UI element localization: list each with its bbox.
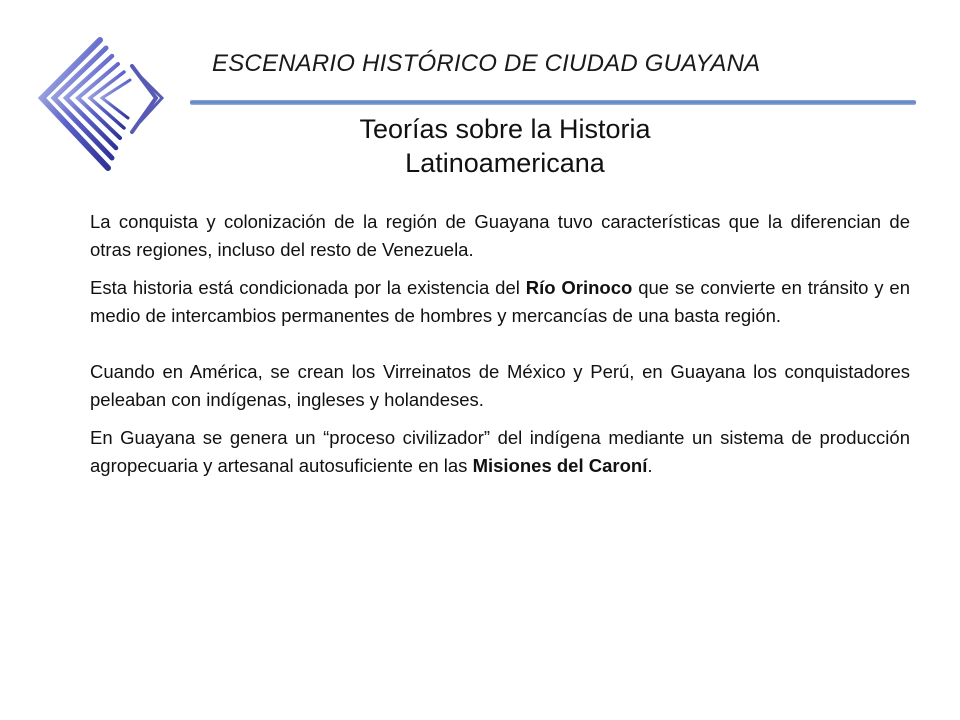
subtitle-line-2: Latinoamericana xyxy=(405,148,605,178)
subtitle-line-1: Teorías sobre la Historia xyxy=(359,114,651,144)
paragraph-1: La conquista y colonización de la región de Guayana tuvo características que la diferencian de otras regiones, incluso del resto de Venezuela. xyxy=(90,211,910,260)
paragraph-2-bold: Río Orinoco xyxy=(525,277,633,298)
slide-subtitle xyxy=(270,112,740,180)
paragraph-2 xyxy=(90,274,910,330)
paragraph-2-text-b: que se convierte en tránsito y en medio de intercambios permanentes de hombres y mercancías de una basta región. xyxy=(90,277,910,326)
header-divider xyxy=(190,100,916,105)
logo-icon xyxy=(28,36,178,176)
paragraph-4-text-a: En Guayana se genera un “proceso civilizador” del indígena mediante un sistema de producción agropecuaria y artesanal autosuficiente en las xyxy=(90,427,910,476)
paragraph-4-bold: Misiones del Caroní xyxy=(472,455,648,476)
paragraph-4-text-b: . xyxy=(647,455,653,476)
slide-body xyxy=(90,208,910,480)
paragraph-2-text-a: Esta historia está condicionada por la existencia del xyxy=(90,277,526,298)
logo-graphic xyxy=(28,36,178,176)
presentation-title: ESCENARIO HISTÓRICO DE CIUDAD GUAYANA xyxy=(212,50,761,77)
paragraph-4 xyxy=(90,424,910,480)
paragraph-3: Cuando en América, se crean los Virreinatos de México y Perú, en Guayana los conquistadores peleaban con indígenas, ingleses y holandeses. xyxy=(90,361,910,410)
